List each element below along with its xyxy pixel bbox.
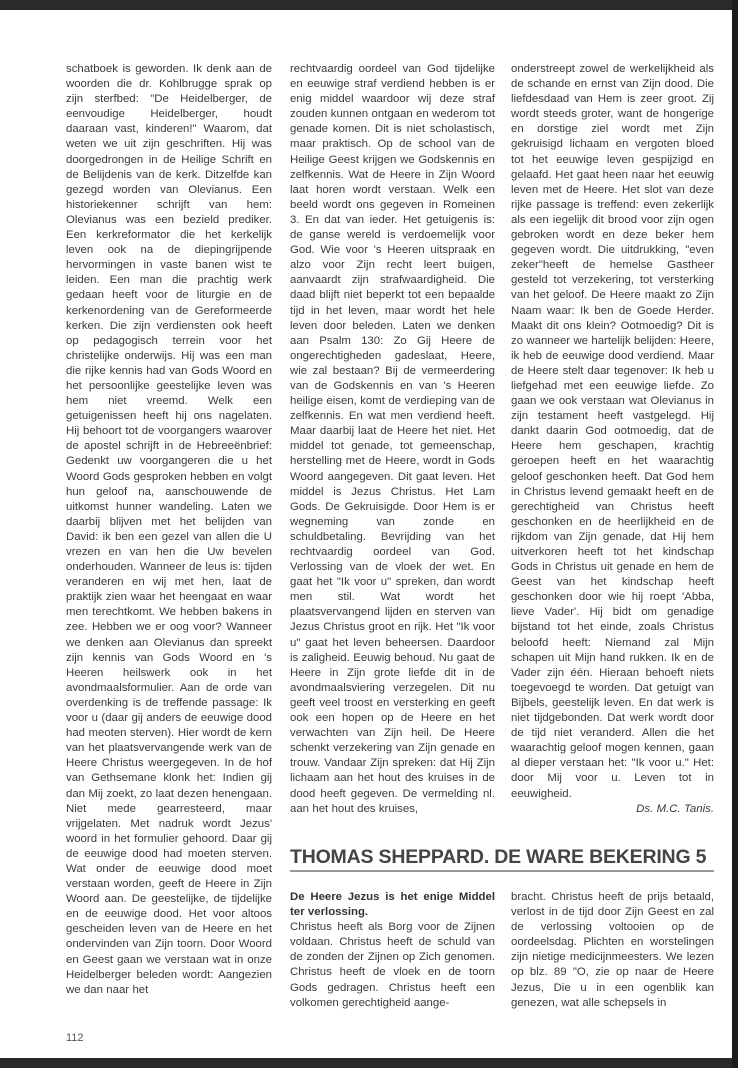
text-column-2 [290, 62, 495, 817]
section-title: THOMAS SHEPPARD. DE WARE BEKERING 5 [290, 846, 707, 868]
section-column-left [290, 890, 495, 1011]
section-subheading: De Heere Jezus is het enige Middel ter verlossing. [290, 891, 495, 919]
author-signature: Ds. M.C. Tanis. [636, 802, 714, 815]
document-page [0, 10, 732, 1058]
page-edge [732, 0, 738, 1068]
column-2-paragraph: rechtvaardig oordeel van God tijdelijke en eeuwige straf verdiend hebben is er enig middel waardoor wij deze straf zouden kunnen ontgaan en wederom tot genade komen. Dit is niet scholastisch, maar praktisch. Op de school van de Heilige Geest krijgen we Godskennis en zelfkennis. Wat de Heere in Zijn Woord laat horen wordt verstaan. Welk een beeld wordt ons gegeven in Romeinen 3. En dat van ieder. Het getuigenis is: de ganse wereld is verdoemelijk voor God. Wie voor 's Heeren uitspraak en alzo voor Zijn recht leert buigen, aanvaardt zijn strafwaardigheid. Die daad blijft niet beperkt tot een bepaalde tijd in het leven, maar wordt het hele leven door beleden. Laten we denken aan Psalm 130: Zo Gij Heere de ongerechtigheden gadeslaat, Heere, wie zal bestaan? Bij de vermeerdering van de Godskennis en van 's Heeren heilige eisen, komt de verdieping van de zelfkennis. En wat men verdiend heeft. Maar daarbij laat de Heere het niet. Het middel tot genade, tot gemeenschap, herstelling met de Heere, wordt in Gods Woord aangegeven. Dit gaat leven. Het middel is Jezus Christus. Het Lam Gods. De Gekruisigde. Door Hem is er wegneming van zonde en schuldbetaling. Bevrijding van het rechtvaardig oordeel van God. Verlossing van de vloek der wet. En gaat het "Ik voor u" spreken, dan wordt men stil. Wat wordt het plaatsvervangend lijden en sterven van Jezus Christus groot en rijk. Het "Ik voor u" gaat het leven beheersen. Daardoor is zaligheid. Eeuwig behoud. Nu gaat de Heere in Zijn grote liefde dit in de avondmaalsviering verzegelen. Dit nu geeft veel troost en versterking en geeft ook een hopen op de Heere en het verwachten van Zijn heil. De Heere schenkt verzekering van Zijn genade en trouw. Vandaar Zijn spreken: dat Hij Zijn lichaam aan het hout des kruises in de dood heeft gegeven. De vermelding nl. aan het hout des kruises, [290, 63, 495, 815]
section-column-right [511, 890, 714, 1011]
section-divider [290, 870, 714, 872]
section-right-paragraph: bracht. Christus heeft de prijs betaald, verlost in de tijd door Zijn Geest en zal de verlossing voltooien op de oordeelsdag. Plichten en worstelingen zijn nietige medicijnmeesters. We lezen op blz. 89 "O, zie op naar de Heere Jezus, Die u in een ogenblik kan genezen, wat alle schepsels in [511, 891, 714, 1009]
column-1-paragraph: schatboek is geworden. Ik denk aan de woorden die dr. Kohlbrugge sprak op zijn sterfbed: "De Heidelberger, de eenvoudige Heidelberger, houdt daaraan vast, kinderen!" Waarom, dat weten we uit zijn geschriften. Hij was doorgedrongen in de Heilige Schrift en de Belijdenis van de kerk. Ditzelfde kan gezegd worden van Olevianus. Een historiekenner schrijft van hem: Olevianus was een bezield prediker. Een kerkreformator die het kerkelijk leven ook na de diepingrijpende hervormingen in vaste banen wist te leiden. Een man die prachtig werk gedaan heeft voor de liturgie en de kerkenordening van de Gereformeerde kerken. Die zijn verdiensten ook heeft op pedagogisch terrein voor het christelijke onderwijs. Hij was een man die rijke kennis had van Gods Woord en het persoonlijke geestelijke leven was hem niet vreemd. Welk een getuigenissen heeft hij ons nagelaten. Hij behoort tot de voorgangers waarover de apostel schrijft in de Hebreeënbrief: Gedenkt uw voorgangeren die u het Woord Gods gesproken hebben en volgt hun geloof na, aanschouwende de uitkomst hunner wandeling. Laten we daarbij blijven met het belijden van David: ik ben een gezel van allen die U vrezen en van hen die Uw bevelen onderhouden. Wanneer de leus is: tijden veranderen en wij met hen, laat de praktijk zien waar het heengaat en waar men terechtkomt. We hebben bakens in zee. Hebben we er oog voor? Wanneer we denken aan Olevianus dan spreekt zijn kennis van Gods Woord en 's Heeren heilswerk ook in het avondmaalsformulier. Aan de orde van overdenking is de treffende passage: Ik voor u (daar gij anders de eeuwige dood had meoten sterven). Hier wordt de kern van het plaatsvervangende werk van de Heere Christus weergegeven. In de hof van Gethsemane klonk het: Indien gij dan Mij zoekt, zo laat dezen henengaan. Niet mede gearresteerd, maar vrijgelaten. Met nadruk wordt Jezus' woord in het formulier gehoord. Daar gij de eeuwige dood had moeten sterven. Wat onder de eeuwige dood moet verstaan worden, geeft de Heere in Zijn Woord aan. De geestelijke, de tijdelijke en de eeuwige dood. Het voor altoos gescheiden leven van de Heere en het ondervinden van Zijn toorn. Door Woord en Geest gaan we verstaan wat in onze Heidelberger beleden wordt: Aangezien we dan naar het [66, 63, 272, 996]
text-column-3 [511, 62, 714, 817]
text-column-1 [66, 62, 272, 998]
column-3-paragraph: onderstreept zowel de werkelijkheid als de schande en ernst van Zijn dood. Die liefdesdaad van Hem is zeer groot. Zij wordt steeds groter, want de hongerige en dorstige ziel wordt met Zijn gekruisigd lichaam en vergoten bloed tot het eeuwige leven gespijzigd en gelaafd. Het gaat heen naar het eeuwig leven met de Heere. Het slot van deze rijke passage is treffend: even zekerlijk als een iegelijk dit brood voor zijn ogen gebroken wordt en deze beker hem gegeven wordt. Die uitdrukking, "even zeker"heeft de hemelse Gastheer gesteld tot verzekering, tot versterking van het geloof. De Heere maakt zo Zijn Naam waar: Ik ben de Goede Herder. Maakt dit ons klein? Ootmoedig? Dit is zo wanneer we hartelijk belijden: Heere, ik heb de eeuwige dood verdiend. Maar de Heere stelt daar tegenover: Ik heb u liefgehad met een eeuwige liefde. Zo gaan we ook verstaan wat Olevianus in zijn testament heeft vastgelegd. Hij dankt daarin God ootmoedig, dat de Heere hem geschapen, krachtig geroepen heeft en het waarachtig geloof geschonken heeft. Dat God hem in Christus levend gemaakt heeft en de gerechtigheid van Christus heeft geschonken en de heerlijkheid en de rijkdom van Zijn genade, dat Hij hem uitverkoren heeft tot het kindschap Gods in Christus uit genade en hem de Geest van het kindschap heeft geschonken door wie hij roept 'Abba, lieve Vader'. Hij bidt om genadige bijstand tot het einde, zoals Christus beloofd heeft: Niemand zal Mijn schapen uit Mijn hand rukken. Ik en de Vader zijn één. Hieraan behoeft niets toegevoegd te worden. Dat getuigt van Bijbels, geestelijk leven. En dat werk is niet tijdgebonden. Dat werk wordt door de tijd niet veranderd. Allen die het waarachtig geloof mogen kennen, gaan al dieper verstaan het: "Ik voor u." Het: door Mij voor u. Leven tot in eeuwigheid. [511, 63, 714, 800]
section-left-paragraph: Christus heeft als Borg voor de Zijnen voldaan. Christus heeft de schuld van de zonden der Zijnen op Zich genomen. Christus heeft de vloek en de toorn Gods gedragen. Christus heeft een volkomen gerechtigheid aange- [290, 921, 495, 1009]
page-number: 112 [66, 1032, 84, 1044]
